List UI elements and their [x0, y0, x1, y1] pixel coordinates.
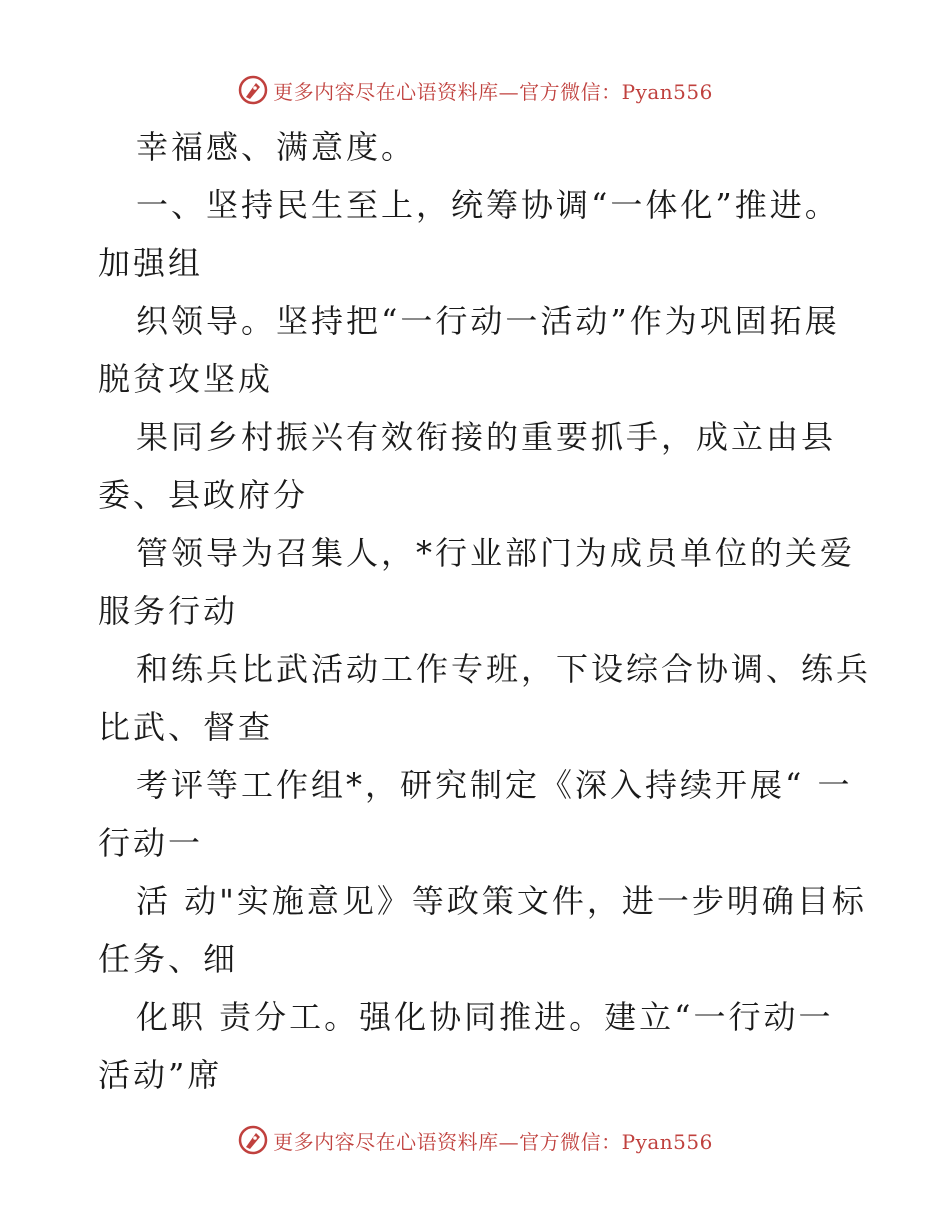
- header-watermark: [0, 70, 950, 110]
- pen-nib-logo-icon: [237, 74, 269, 106]
- text-line: 织领导。坚持把“一行动一活动”作为巩固拓展: [136, 302, 840, 340]
- text-line: 幸福感、满意度。: [136, 128, 417, 166]
- text-line: 和练兵比武活动工作专班，下设综合协调、练兵: [136, 650, 872, 688]
- text-line: 脱贫攻坚成: [98, 360, 274, 398]
- pen-nib-logo-icon: [237, 1124, 269, 1156]
- text-line: 考评等工作组*，研究制定《深入持续开展“ 一: [136, 766, 853, 804]
- text-line: 委、县政府分: [98, 476, 309, 514]
- text-line: 一、坚持民生至上，统筹协调“一体化”推进。: [136, 186, 840, 224]
- text-line: 管领导为召集人，*行业部门为成员单位的关爱: [136, 534, 856, 572]
- text-line: 果同乡村振兴有效衔接的重要抓手，成立由县: [136, 418, 837, 456]
- text-line: 比武、督查: [98, 708, 274, 746]
- text-line: 加强组: [98, 244, 204, 282]
- text-line: 服务行动: [98, 592, 239, 630]
- footer-watermark: [0, 1120, 950, 1160]
- text-line: 活动”席: [98, 1056, 223, 1094]
- watermark-text: 更多内容尽在心语资料库—官方微信：Pyan556: [273, 1129, 713, 1154]
- text-line: 任务、细: [98, 940, 239, 978]
- text-line: 行动一: [98, 824, 204, 862]
- text-line: 活 动"实施意见》等政策文件，进一步明确目标: [136, 882, 867, 920]
- text-line: 化职 责分工。强化协同推进。建立“一行动一: [136, 998, 834, 1036]
- watermark-text: 更多内容尽在心语资料库—官方微信：Pyan556: [273, 79, 713, 104]
